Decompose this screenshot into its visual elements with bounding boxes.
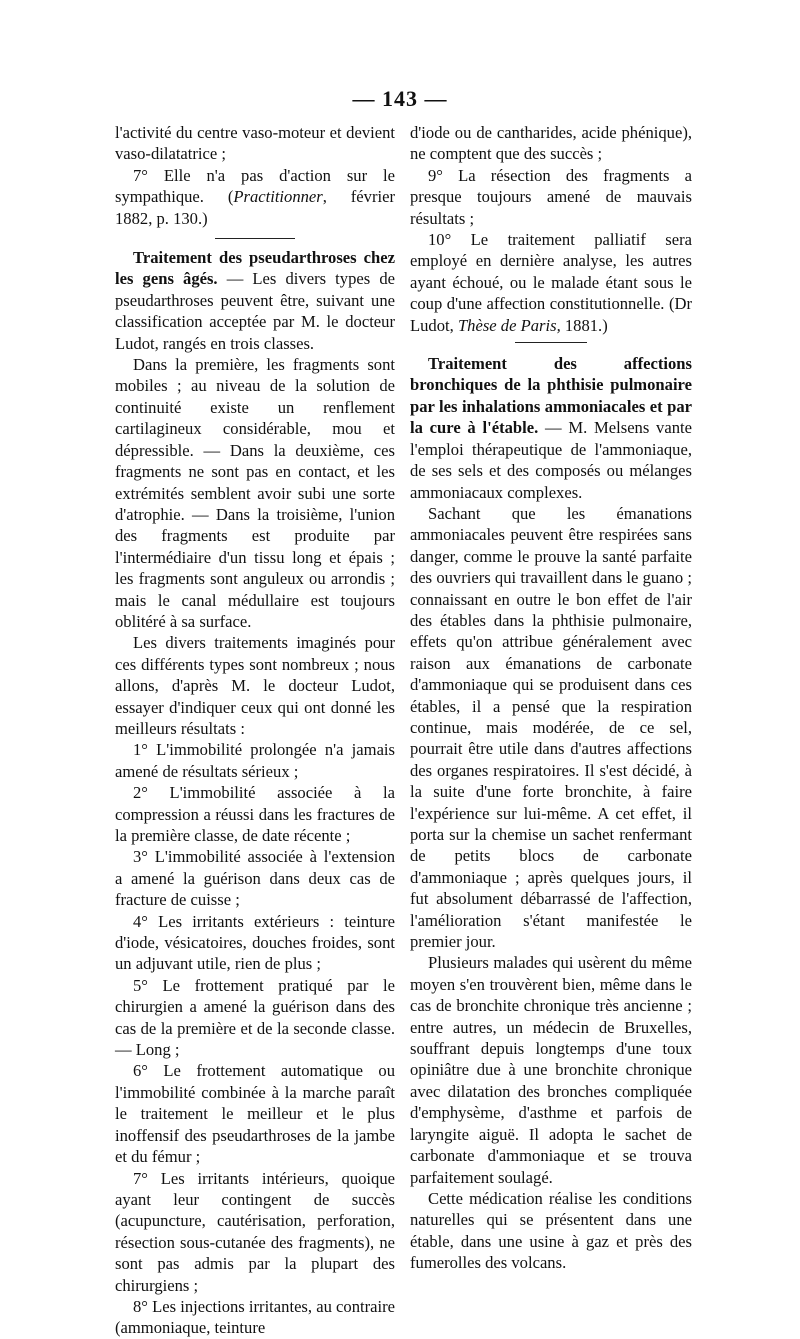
section-paragraph-bronchial [410, 353, 692, 503]
section-heading: Traitement des affections bronchiques de la phthisie pulmonaire par les inhalations ammoniacales et par la cure à l'étable. [410, 354, 692, 438]
citation-date: , février 1882, p. 130.) [115, 187, 395, 228]
paragraph-patients: Plusieurs malades qui usèrent du même moyen s'en trouvèrent bien, même dans le cas de bronchite chronique très ancienne ; entre autres, un médecin de Bruxelles, souffrant depuis longtemps d'une toux opiniâtre due à une bronchite chronique avec dilatation des bronches compliquée d'emphysème, d'asthme et parfois de laryngite aiguë. Il adopta le sachet de carbonate d'ammoniaque et se trouva parfaitement soulagé. [410, 953, 692, 1187]
item-10-text: 10° Le traitement palliatif sera employé en dernière analyse, les autres ayant échoué, ou le malade étant sous le coup d'une affection constitutionnelle. (Dr Ludot, [410, 230, 692, 335]
citation-journal: Practitionner [233, 187, 323, 207]
paragraph-treatments: Les divers traitements imaginés pour ces différents types sont nombreux ; nous allons, d'après M. le docteur Ludot, essayer d'indiquer ceux qui ont donné les meilleurs résultats : [115, 633, 395, 738]
section-divider [215, 238, 295, 239]
paragraph-classes: Dans la première, les fragments sont mobiles ; au niveau de la solution de continuité existe un renflement cartilagineux considérable, mou et dépressible. — Dans la deuxième, ces fragments ne sont pas en contact, et les extrémités semblent avoir subi une sorte d'atrophie. — Dans la troisième, l'union des fragments est produite par l'intermédiaire d'un tissu long et épais ; les fragments sont anguleux ou arrondis ; mais le canal médullaire est toujours oblitéré à sa surface. [115, 355, 395, 631]
list-item: 7° Les irritants intérieurs, quoique ayant leur contingent de succès (acupuncture, cautérisation, perforation, résection sous-cutanée des fragments), ne sont pas admis par la plupart des chirurgiens ; [115, 1168, 395, 1295]
list-item: 8° Les injections irritantes, au contraire (ammoniaque, teinture [115, 1296, 395, 1338]
list-item: 1° L'immobilité prolongée n'a jamais amené de résultats sérieux ; [115, 740, 395, 781]
list-item: 3° L'immobilité associée à l'extension a amené la guérison dans deux cas de fracture de cuisse ; [115, 847, 395, 910]
section-heading: Traitement des pseudarthroses chez les gens âgés. [115, 248, 395, 289]
right-column [410, 122, 692, 1274]
list-item: 6° Le frottement automatique ou l'immobilité combinée à la marche paraît le traitement le meilleur et le plus inoffensif des pseudarthroses de la jambe et du fémur ; [115, 1061, 395, 1167]
section-divider [515, 342, 587, 343]
section-paragraph-pseudarthroses [115, 247, 395, 354]
continuation-text: d'iode ou de cantharides, acide phénique), ne comptent que des succès ; [410, 123, 692, 164]
item-10-source: Thèse de Paris, [457, 315, 561, 335]
section-intro: — Les divers types de pseudarthroses peuvent être, suivant une classification acceptée par M. le docteur Ludot, rangés en trois classes. [115, 269, 395, 353]
paragraph-emanations: Sachant que les émanations ammoniacales peuvent être respirées sans danger, comme le prouve la santé parfaite des ouvriers qui travaillent dans le guano ; connaissant en outre le bon effet de l'air des étables dans la phthisie pulmonaire, effets qu'on attribue généralement avec raison aux émanations de carbonate d'ammoniaque qui se produisent dans ces étables, il a pensé que la respiration continue, mais modérée, de ce sel, pourrait être utile dans d'autres affections des organes respiratoires. Il s'est décidé, à la suite d'une forte bronchite, à faire l'expérience sur lui-même. A cet effet, il porta sur la chemise un sachet renfermant de petits blocs de carbonate d'ammoniaque ; après quelques jours, il fut absolument débarrassé de l'affection, l'amélioration s'étant manifestée le premier jour. [410, 503, 692, 952]
item-10-year: 1881.) [560, 315, 608, 335]
list-item: 5° Le frottement pratiqué par le chirurgien a amené la guérison dans des cas de la première et de la seconde classe. — Long ; [115, 975, 395, 1060]
section-intro: — M. Melsens vante l'emploi thérapeutique de l'ammoniaque, de ses sels et des composés ou mélanges ammoniacaux complexes. [410, 418, 692, 502]
list-item: 4° Les irritants extérieurs : teinture d'iode, vésicatoires, douches froides, sont un adjuvant utile, rien de plus ; [115, 911, 395, 974]
intro-line-2 [115, 165, 395, 229]
paragraph-conclusion: Cette médication réalise les conditions naturelles qui se présentent dans une étable, dans une usine à gaz et près des fumerolles des volcans. [410, 1188, 692, 1273]
left-column [115, 122, 395, 1339]
citation-text: 7° Elle n'a pas d'action sur le sympathique. ( [115, 165, 395, 207]
list-item [410, 229, 692, 336]
intro-line-1: l'activité du centre vaso-moteur et devient vaso-dilatatrice ; [115, 123, 395, 164]
list-item: 9° La résection des fragments a presque toujours amené de mauvais résultats ; [410, 165, 692, 228]
list-item: 2° L'immobilité associée à la compression a réussi dans les fractures de la première classe, de date récente ; [115, 783, 395, 845]
page-number: — 143 — [352, 86, 448, 111]
